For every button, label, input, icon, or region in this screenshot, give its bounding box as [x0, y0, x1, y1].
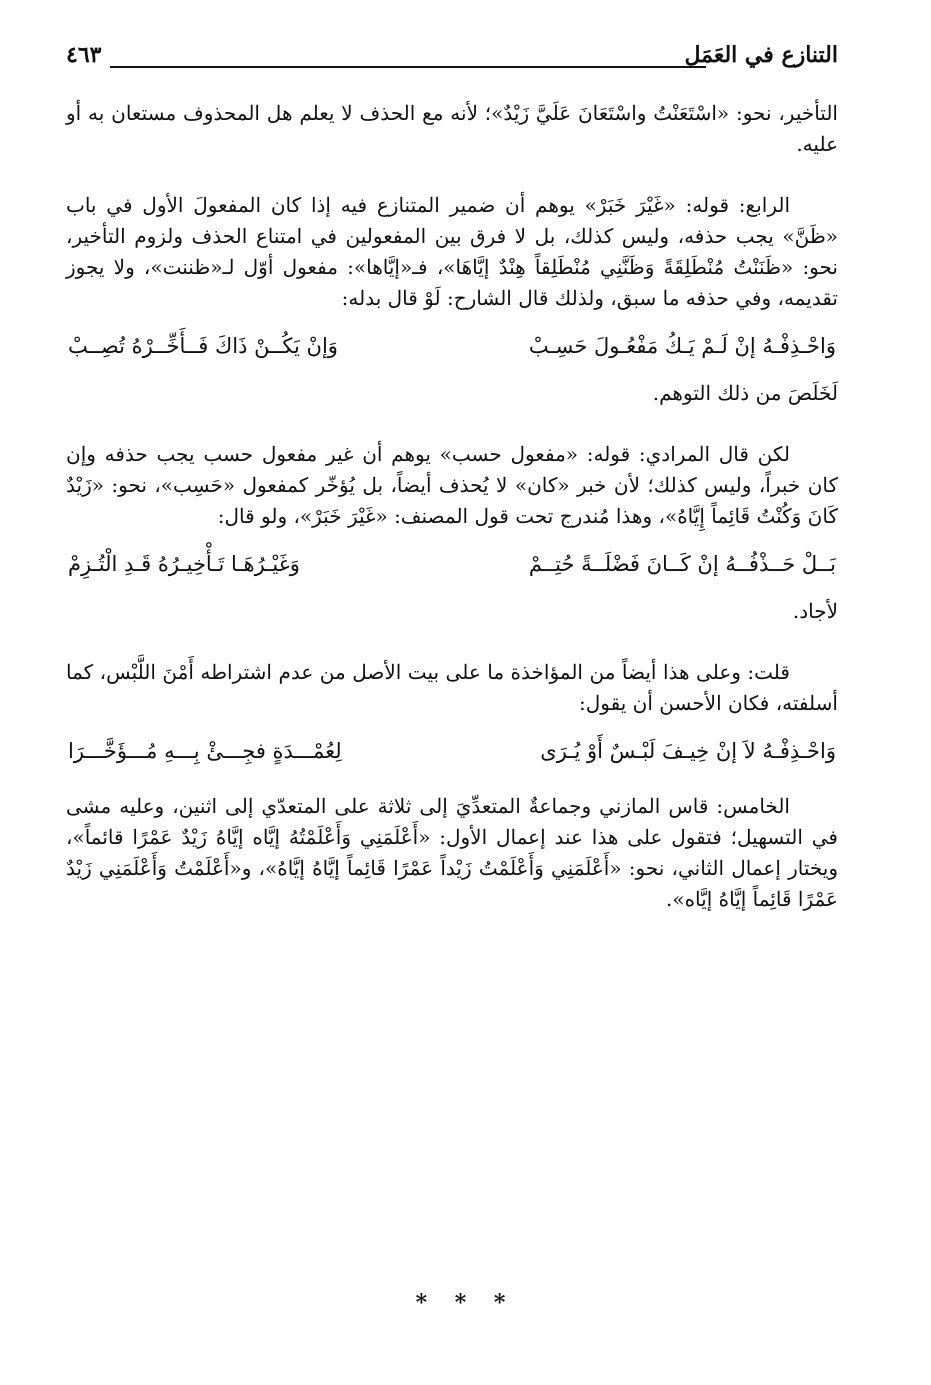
- paragraph-fourth: الرابع: قوله: «غَيْرَ خَبَرْ» يوهم أن ضمير المتنازع فيه إذا كان المفعولَ الأول في باب «ظَنَّ» يجب حذفه، وليس كذلك، بل لا فرق بين المفعولين في امتناع الحذف ولزوم التأخير، نحو: «ظَنَنْتُ مُنْطَلِقَةً وَظَنَّنِي مُنْطَلِقاً هِنْدٌ إيَّاهَا»، فـ«إيَّاها»: مفعول أوّل لـ«ظننت»، ولا يجوز تقديمه، وفي حذفه ما سبق، ولذلك قال الشارح: لَوْ قال بدله:: [66, 193, 838, 310]
- verse-2-second-hemistich: وَغَيْـرُهَـا تَـأْخِيـرُهُ قَـدِ الْتُـزِمْ: [68, 552, 300, 576]
- paragraph-muradi: لكن قال المرادي: قوله: «مفعول حسب» يوهم أن غير مفعول حسب يجب حذفه وإن كان خبراً، وليس كذلك؛ لأن خبر «كان» لا يُحذف أيضاً، بل يُؤخّر كمفعول «حَسِب»، نحو: «زَيْدٌ كَانَ وَكُنْتُ قَائِماً إِيَّاهُ»، وهذا مُندرج تحت قول المصنف: «غَيْرَ خَبَرْ»، ولو قال:: [66, 442, 838, 528]
- verse-3-first-hemistich: وَاحْـذِفْـهُ لاَ إنْ خِيـفَ لَبْـسٌ أَوْ يُـرَى: [540, 739, 836, 763]
- verse-line-3: [66, 733, 838, 769]
- verse-2-first-hemistich: بَــلْ حَــذْفُــهُ إنْ كَــانَ فَضْلَــةً حُتِــمْ: [528, 552, 836, 576]
- paragraph-fourth-tail: لَخَلَصَ من ذلك التوهم.: [652, 381, 838, 405]
- verse-line-2: [66, 546, 838, 582]
- verse-3-second-hemistich: لِعُمْـــدَةٍ فجِـــئْ بِـــهِ مُـــؤَخَّـــرَا: [68, 739, 342, 763]
- running-title: التنازع في العَمَل: [684, 42, 838, 68]
- verse-1-second-hemistich: وَإنْ يَكُــنْ ذَاكَ فَــأَخِّــرْهُ تُصِــبْ: [68, 334, 338, 358]
- page-header: [66, 42, 838, 82]
- paragraph-fifth: الخامس: قاس المازني وجماعةٌ المتعدِّيَ إلى ثلاثة على المتعدّي إلى اثنين، وعليه مشى في التسهيل؛ فتقول على هذا عند إعمال الأول: «أَعْلَمَنِي وَأَعْلَمْتُهُ إيَّاه إيَّاهُ زَيْدٌ عَمْرًا قائماً»، ويختار إعمال الثاني، نحو: «أَعْلَمَنِي وَأَعْلَمْتُ زَيْداً عَمْرًا قَائِماً إيَّاهُ إيَّاهُ»، و«أَعْلَمْتُ وَأَعْلَمَنِي زَيْدٌ عَمْرًا قَائِماً إيَّاهُ إيَّاه».: [66, 794, 838, 911]
- section-separator: * * *: [415, 1290, 516, 1316]
- page-number: ٤٦٣: [66, 42, 102, 68]
- paragraph-continuation: التأخير، نحو: «اسْتَعَنْتُ واسْتَعَانَ عَلَيَّ زَيْدٌ»؛ لأنه مع الحذف لا يعلم هل المحذوف مستعان به أو عليه.: [66, 101, 838, 156]
- verse-line-1: [66, 328, 838, 364]
- paragraph-muradi-tail: لأجاد.: [792, 599, 838, 623]
- verse-1-first-hemistich: وَاحْـذِفْـهُ إنْ لَـمْ يَـكُ مَفْعُـولَ حَسِـبْ: [528, 334, 836, 358]
- header-rule: [110, 66, 706, 68]
- paragraph-qultu: قلت: وعلى هذا أيضاً من المؤاخذة ما على بيت الأصل من عدم اشتراطه أَمْنَ اللَّبْس، كما أسلفته، فكان الأحسن أن يقول:: [66, 660, 838, 715]
- page-body: [66, 98, 838, 915]
